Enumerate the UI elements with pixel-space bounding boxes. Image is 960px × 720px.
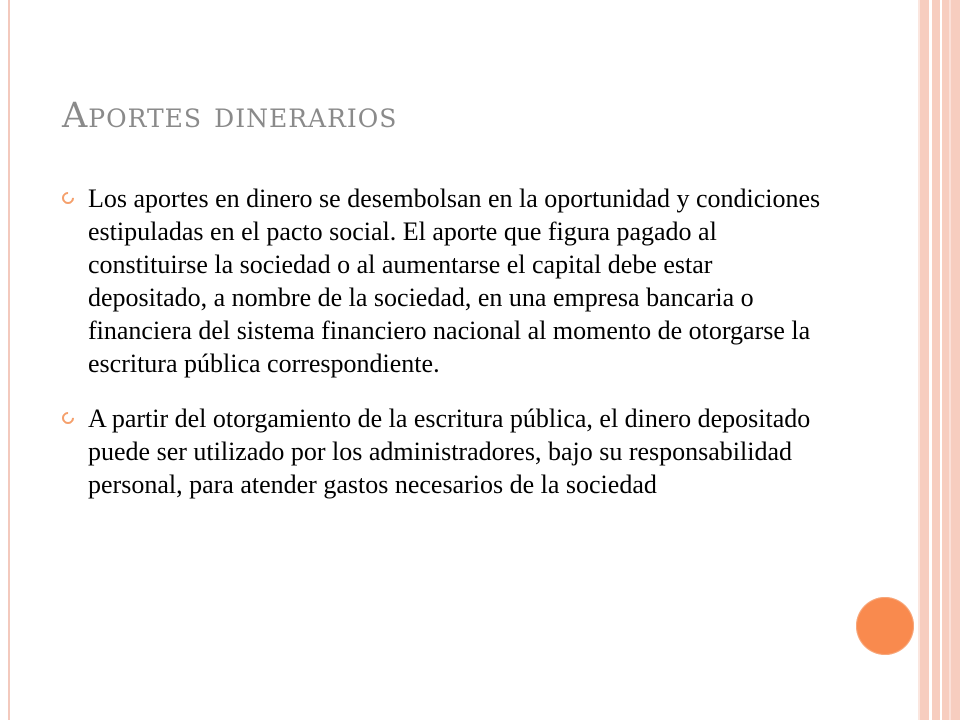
decorative-orange-circle: [856, 597, 914, 655]
bullet-text: A partir del otorgamiento de la escritura pública, el dinero depositado puede ser utilizado por los administradores, bajo su responsabilidad personal, para atender gastos necesarios de la sociedad: [88, 404, 811, 499]
bullet-list: [62, 182, 832, 523]
circle-bullet-icon: [60, 190, 77, 207]
stripe-line: [929, 0, 932, 720]
stripe-line: [918, 0, 920, 720]
stripe-line: [949, 0, 951, 720]
slide-title: Aportes dinerarios: [62, 96, 398, 136]
bullet-text: Los aportes en dinero se desembolsan en la oportunidad y condiciones estipuladas en el pacto social. El aporte que figura pagado al constituirse la sociedad o al aumentarse el capital debe estar depositado, a nombre de la sociedad, en una empresa bancaria o financiera del sistema financiero nacional al momento de otorgarse la escritura pública correspondiente.: [88, 184, 821, 378]
circle-bullet-icon: [60, 410, 77, 427]
decorative-side-stripes: [918, 0, 960, 720]
bullet-item: [62, 182, 832, 380]
stripe-line: [940, 0, 942, 720]
bullet-item: [62, 402, 832, 501]
